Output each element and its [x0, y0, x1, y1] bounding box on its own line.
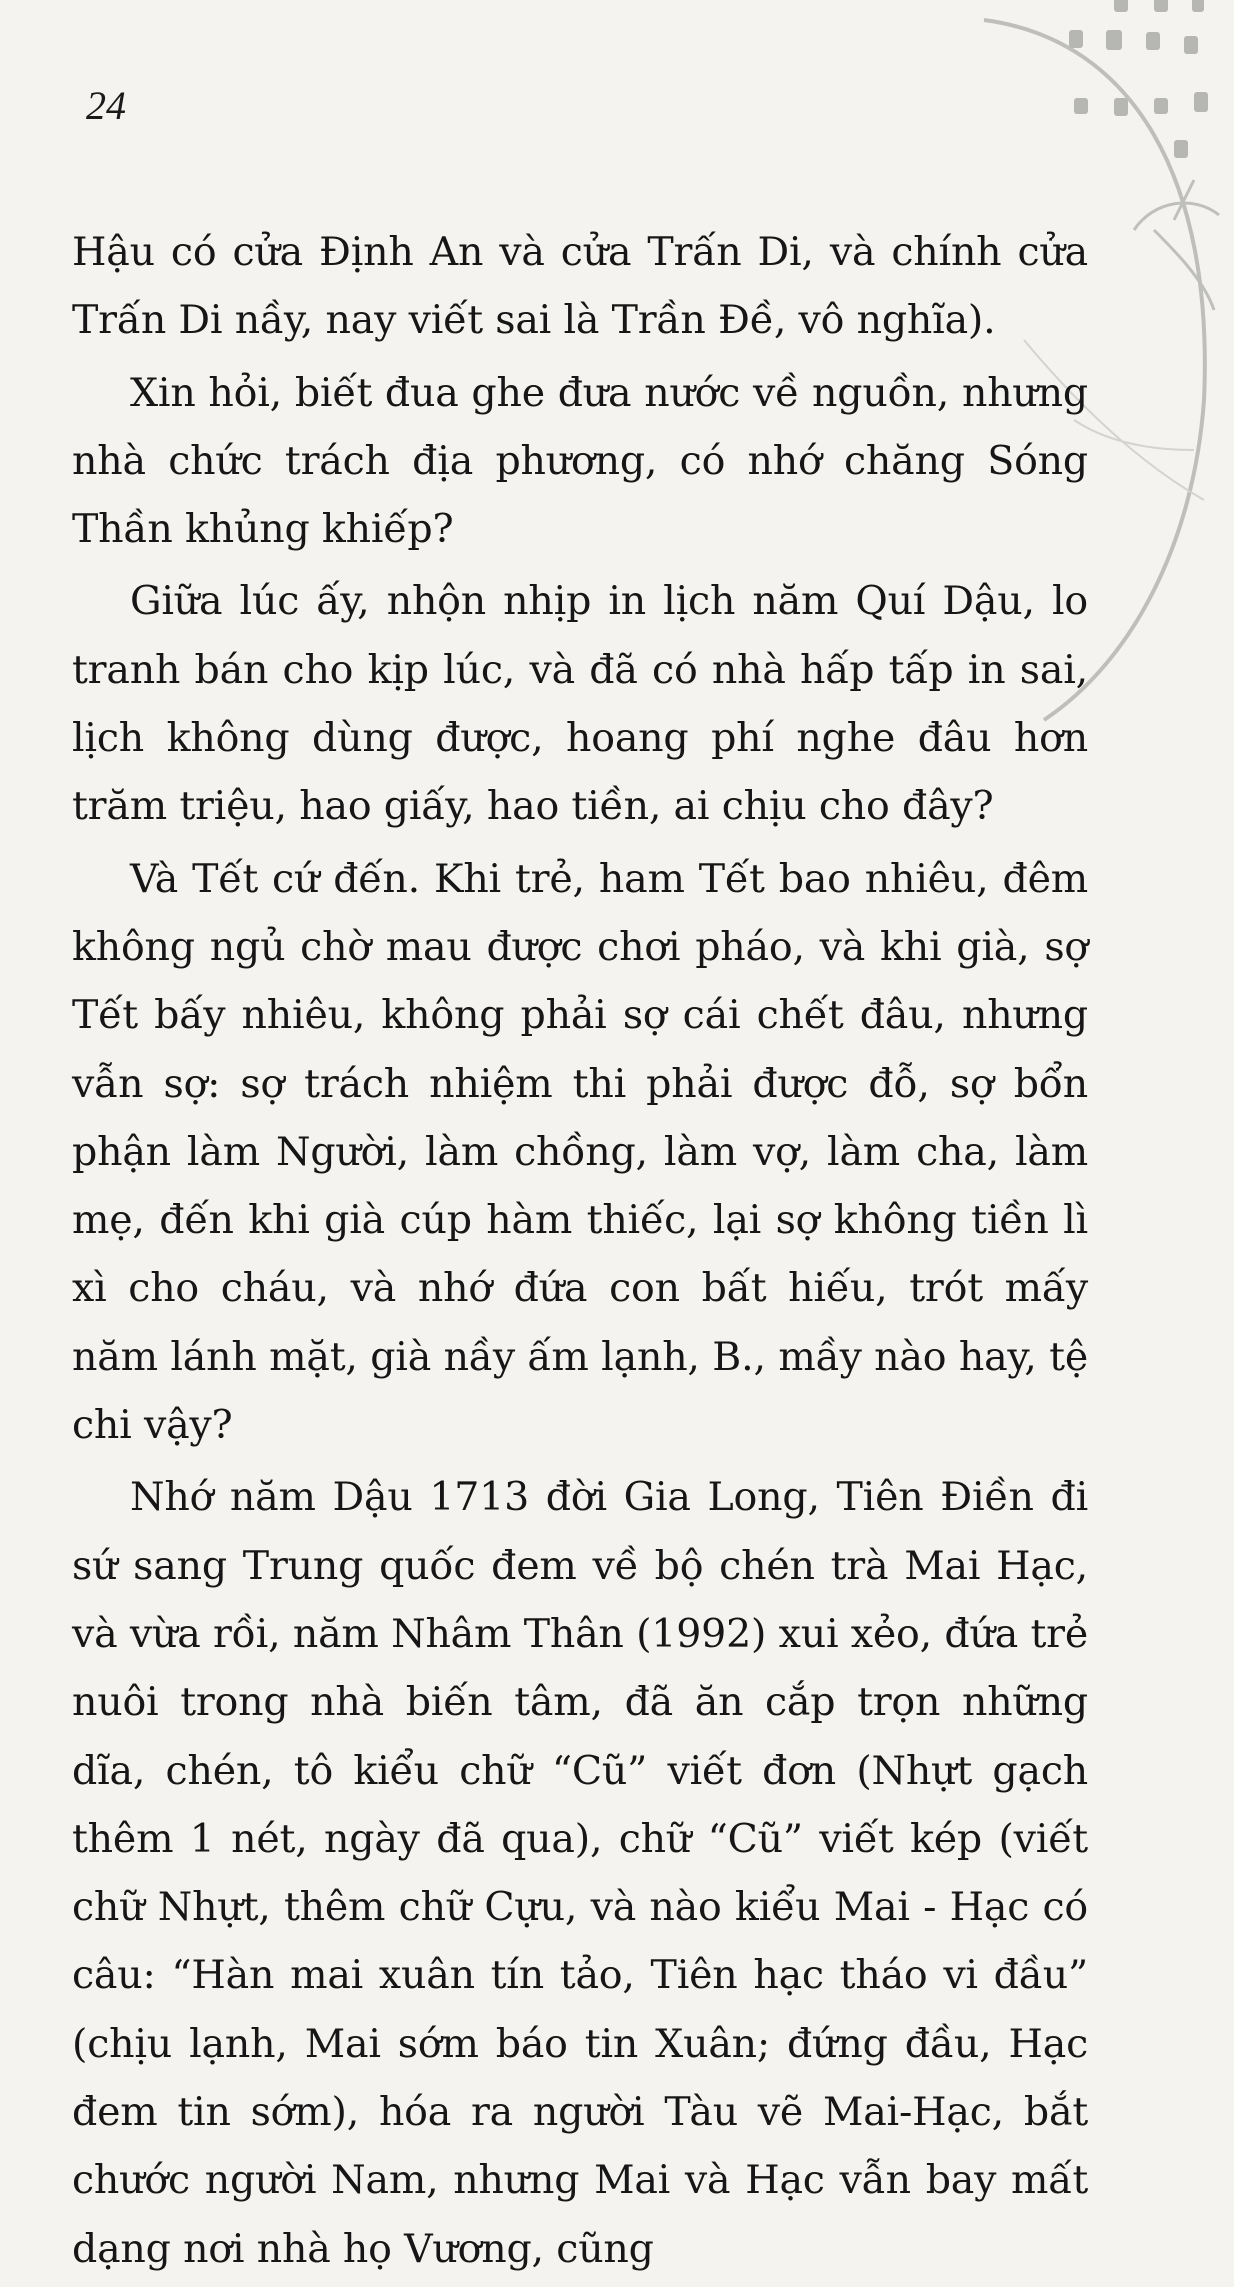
paragraph-continued: Hậu có cửa Định An và cửa Trấn Di, và chính cửa Trấn Di nầy, nay viết sai là Trần Đề, vô nghĩa). — [72, 229, 1088, 344]
paragraph: Xin hỏi, biết đua ghe đưa nước về nguồn, nhưng nhà chức trách địa phương, có nhớ chăng Sóng Thần khủng khiếp? — [72, 369, 1088, 553]
body-text — [72, 218, 1088, 2287]
paragraph: Nhớ năm Dậu 1713 đời Gia Long, Tiên Điền đi sứ sang Trung quốc đem về bộ chén trà Mai Hạc, và vừa rồi, năm Nhâm Thân (1992) xui xẻo, đứa trẻ nuôi trong nhà biến tâm, đã ăn cắp trọn những dĩa, chén, tô kiểu chữ “Cũ” viết đơn (Nhựt gạch thêm 1 nét, ngày đã qua), chữ “Cũ” viết kép (viết chữ Nhựt, thêm chữ Cựu, và nào kiểu Mai - Hạc có câu: “Hàn mai xuân tín tảo, Tiên hạc tháo vi đầu” (chịu lạnh, Mai sớm báo tin Xuân; đứng đầu, Hạc đem tin sớm), hóa ra người Tàu vẽ Mai-Hạc, bắt chước người Nam, nhưng Mai và Hạc vẫn bay mất dạng nơi nhà họ Vương, cũng — [72, 1474, 1088, 2272]
page-number: 24 — [86, 83, 126, 128]
paragraph: Giữa lúc ấy, nhộn nhịp in lịch năm Quí Dậu, lo tranh bán cho kịp lúc, và đã có nhà hấp tấp in sai, lịch không dùng được, hoang phí nghe đâu hơn trăm triệu, hao giấy, hao tiền, ai chịu cho đây? — [72, 578, 1088, 830]
paragraph: Và Tết cứ đến. Khi trẻ, ham Tết bao nhiêu, đêm không ngủ chờ mau được chơi pháo, và khi già, sợ Tết bấy nhiêu, không phải sợ cái chết đâu, nhưng vẫn sợ: sợ trách nhiệm thi phải được đỗ, sợ bổn phận làm Người, làm chồng, làm vợ, làm cha, làm mẹ, đến khi già cúp hàm thiếc, lại sợ không tiền lì xì cho cháu, và nhớ đứa con bất hiếu, trót mấy năm lánh mặt, già nầy ấm lạnh, B., mầy nào hay, tệ chi vậy? — [72, 855, 1088, 1449]
